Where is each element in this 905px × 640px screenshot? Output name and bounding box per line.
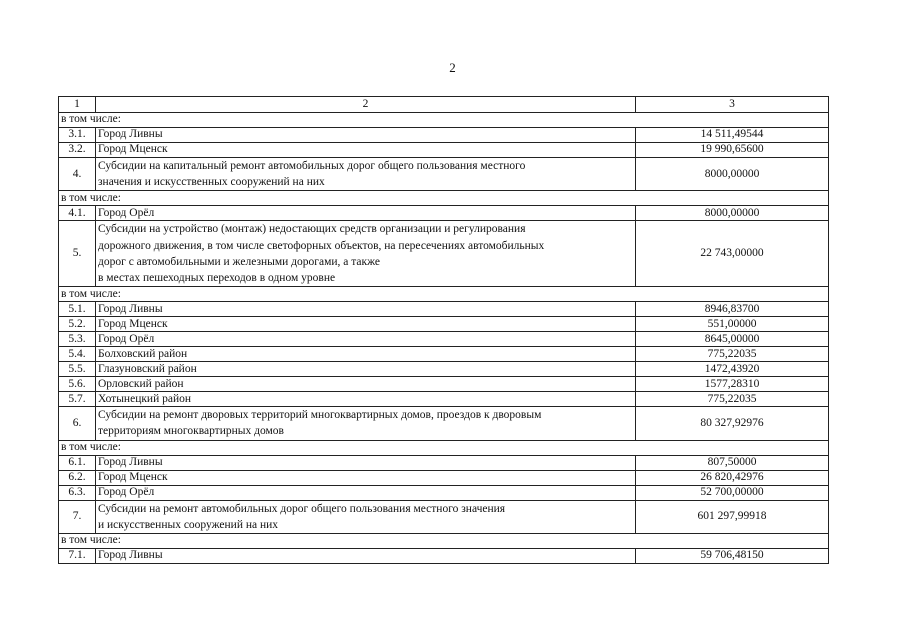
row-value: 1577,28310 (636, 377, 829, 392)
subheading-text: в том числе: (59, 191, 829, 206)
subheading-row (59, 440, 829, 455)
table-row (59, 500, 829, 533)
row-number: 7. (59, 500, 96, 533)
row-number: 5.2. (59, 317, 96, 332)
table-row (59, 485, 829, 500)
row-name: Город Мценск (96, 317, 636, 332)
table-row (59, 347, 829, 362)
table-row (59, 455, 829, 470)
table-body (59, 97, 829, 564)
row-name (96, 407, 636, 440)
row-value: 8000,00000 (636, 158, 829, 191)
subheading-text: в том числе: (59, 287, 829, 302)
column-header-number: 1 (59, 97, 96, 113)
row-number: 5. (59, 221, 96, 287)
row-name-line: территориям многоквартирных домов (98, 425, 284, 438)
row-name: Город Ливны (96, 302, 636, 317)
row-number: 5.5. (59, 362, 96, 377)
row-name: Город Ливны (96, 128, 636, 143)
row-number: 4. (59, 158, 96, 191)
table-row (59, 407, 829, 440)
row-name-line: в местах пешеходных переходов в одном уровне (98, 272, 336, 285)
page-number: 2 (449, 60, 456, 75)
row-value: 8000,00000 (636, 206, 829, 221)
row-value: 807,50000 (636, 455, 829, 470)
row-name (96, 500, 636, 533)
row-value: 59 706,48150 (636, 549, 829, 564)
row-number: 5.6. (59, 377, 96, 392)
row-name (96, 158, 636, 191)
subheading-row (59, 534, 829, 549)
row-name-line: дорог с автомобильными и железными дорогами, а также (98, 255, 381, 268)
table-row (59, 128, 829, 143)
row-value: 551,00000 (636, 317, 829, 332)
column-header-value: 3 (636, 97, 829, 113)
row-value: 19 990,65600 (636, 143, 829, 158)
row-name: Город Орёл (96, 485, 636, 500)
table-row (59, 158, 829, 191)
row-name: Город Ливны (96, 549, 636, 564)
row-number: 4.1. (59, 206, 96, 221)
row-value: 601 297,99918 (636, 500, 829, 533)
row-value: 52 700,00000 (636, 485, 829, 500)
row-name: Город Ливны (96, 455, 636, 470)
table-row (59, 362, 829, 377)
table-row (59, 221, 829, 287)
row-name-line: Субсидии на ремонт дворовых территорий многоквартирных домов, проездов к дворовым (98, 409, 542, 422)
row-name: Орловский район (96, 377, 636, 392)
row-name-line: значения и искусственных сооружений на них (98, 176, 325, 189)
row-number: 6.3. (59, 485, 96, 500)
row-number: 5.4. (59, 347, 96, 362)
subheading-text: в том числе: (59, 440, 829, 455)
table-row (59, 206, 829, 221)
row-value: 8946,83700 (636, 302, 829, 317)
row-name-line: Субсидии на ремонт автомобильных дорог общего пользования местного значения (98, 502, 506, 515)
row-number: 7.1. (59, 549, 96, 564)
row-number: 5.1. (59, 302, 96, 317)
row-name: Город Орёл (96, 206, 636, 221)
row-number: 6.2. (59, 470, 96, 485)
row-value: 1472,43920 (636, 362, 829, 377)
row-number: 6.1. (59, 455, 96, 470)
row-name (96, 221, 636, 287)
row-name-line: Субсидии на капитальный ремонт автомобильных дорог общего пользования местного (98, 160, 526, 172)
column-header-name: 2 (96, 97, 636, 113)
subheading-row (59, 287, 829, 302)
row-value: 14 511,49544 (636, 128, 829, 143)
row-number: 6. (59, 407, 96, 440)
table-row (59, 143, 829, 158)
table-row (59, 392, 829, 407)
row-value: 8645,00000 (636, 332, 829, 347)
subheading-text: в том числе: (59, 113, 829, 128)
subheading-text: в том числе: (59, 534, 829, 549)
row-number: 5.7. (59, 392, 96, 407)
table-row (59, 302, 829, 317)
table-row (59, 332, 829, 347)
row-name: Город Орёл (96, 332, 636, 347)
row-number: 3.1. (59, 128, 96, 143)
row-value: 80 327,92976 (636, 407, 829, 440)
subsidy-table (58, 96, 829, 564)
row-number: 5.3. (59, 332, 96, 347)
header-row (59, 97, 829, 113)
row-name-line: и искусственных сооружений на них (98, 518, 279, 531)
row-value: 26 820,42976 (636, 470, 829, 485)
table-row (59, 317, 829, 332)
row-name: Глазуновский район (96, 362, 636, 377)
table-row (59, 377, 829, 392)
subheading-row (59, 191, 829, 206)
row-value: 22 743,00000 (636, 221, 829, 287)
row-name: Болховский район (96, 347, 636, 362)
row-number: 3.2. (59, 143, 96, 158)
row-name-line: Субсидии на устройство (монтаж) недостающих средств организации и регулирования (98, 223, 526, 236)
subheading-row (59, 113, 829, 128)
table-row (59, 470, 829, 485)
table-row (59, 549, 829, 564)
row-name: Город Мценск (96, 143, 636, 158)
row-value: 775,22035 (636, 347, 829, 362)
row-value: 775,22035 (636, 392, 829, 407)
row-name: Хотынецкий район (96, 392, 636, 407)
row-name-line: дорожного движения, в том числе светофорных объектов, на пересечениях автомобильных (98, 239, 545, 252)
row-name: Город Мценск (96, 470, 636, 485)
